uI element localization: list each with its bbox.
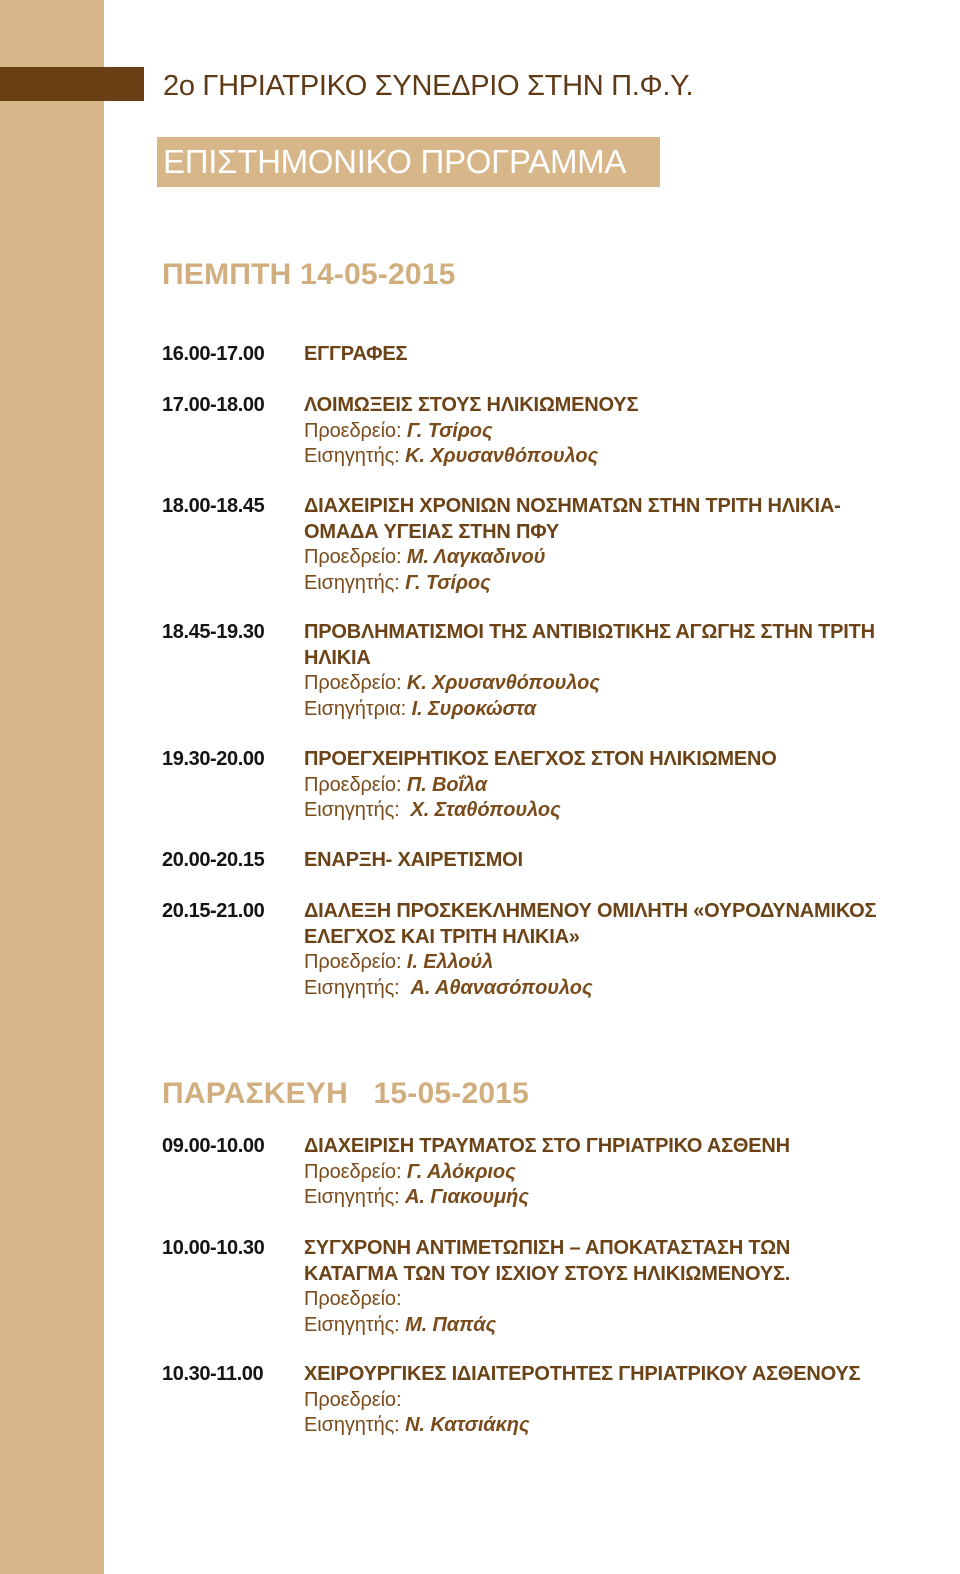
chair-name: Γ. Τσίρος bbox=[406, 419, 493, 442]
session-time: 20.00-20.15 bbox=[162, 849, 265, 871]
speaker-line bbox=[304, 571, 960, 597]
session-title: ΚΑΤΑΓΜΑ ΤΩΝ ΤΟΥ ΙΣΧΙΟΥ ΣΤΟΥΣ ΗΛΙΚΙΩΜΕΝΟΥΣ. bbox=[304, 1262, 791, 1285]
speaker-line bbox=[304, 697, 960, 723]
accent-bar bbox=[0, 67, 144, 101]
speaker-name: Κ. Χρυσανθόπουλος bbox=[405, 445, 599, 467]
session-details bbox=[304, 747, 960, 824]
chair-label: Προεδρείο: bbox=[304, 419, 407, 442]
session-time: 09.00-10.00 bbox=[162, 1135, 265, 1157]
speaker-name: Γ. Τσίρος bbox=[405, 571, 491, 594]
speaker-name: Α. Γιακουμής bbox=[405, 1186, 529, 1208]
chair-label: Προεδρείο: bbox=[304, 773, 407, 796]
program-banner: ΕΠΙΣΤΗΜΟΝΙΚΟ ΠΡΟΓΡΑΜΜΑ bbox=[157, 137, 660, 187]
chair-name: Μ. Λαγκαδινού bbox=[406, 546, 546, 568]
speaker-label: Εισηγητής: bbox=[304, 1414, 406, 1436]
speaker-label: Εισηγητής: bbox=[304, 1186, 406, 1208]
speaker-label: Εισηγήτρια: bbox=[304, 697, 412, 720]
chair-label: Προεδρείο: bbox=[304, 546, 407, 568]
chair-label: Προεδρείο: bbox=[304, 1388, 402, 1411]
session-details bbox=[304, 620, 960, 722]
session-details bbox=[304, 1134, 960, 1211]
chair-name: Κ. Χρυσανθόπουλος bbox=[406, 672, 600, 694]
chair-name: Ι. Ελλούλ bbox=[406, 951, 494, 973]
speaker-name: Ι. Συροκώστα bbox=[411, 697, 537, 720]
session-time: 20.15-21.00 bbox=[162, 900, 265, 922]
chair-name: Π. Βοΐλα bbox=[406, 773, 488, 796]
session-time: 19.30-20.00 bbox=[162, 748, 265, 770]
chair-line bbox=[304, 419, 960, 445]
speaker-label: Εισηγητής: bbox=[304, 1313, 406, 1336]
conference-title: 2ο ΓΗΡΙΑΤΡΙΚΟ ΣΥΝΕΔΡΙΟ ΣΤΗΝ Π.Φ.Υ. bbox=[163, 70, 694, 102]
speaker-line bbox=[304, 1313, 960, 1339]
chair-label: Προεδρείο: bbox=[304, 1160, 407, 1183]
speaker-label: Εισηγητής: bbox=[304, 976, 411, 999]
day-heading-thursday: ΠΕΜΠΤΗ 14-05-2015 bbox=[162, 258, 456, 291]
session-time: 10.30-11.00 bbox=[162, 1363, 264, 1385]
speaker-line bbox=[304, 976, 960, 1002]
session-details bbox=[304, 848, 960, 874]
speaker-name: Χ. Σταθόπουλος bbox=[410, 799, 561, 821]
chair-label: Προεδρείο: bbox=[304, 672, 407, 694]
chair-name: Γ. Αλόκριος bbox=[406, 1160, 516, 1183]
session-details bbox=[304, 494, 960, 596]
session-time: 17.00-18.00 bbox=[162, 394, 265, 416]
chair-line bbox=[304, 1388, 960, 1414]
chair-line bbox=[304, 671, 960, 697]
session-title: ΠΡΟΒΛΗΜΑΤΙΣΜΟΙ ΤΗΣ ΑΝΤΙΒΙΩΤΙΚΗΣ ΑΓΩΓΗΣ ΣΤΗΝ ΤΡΙΤΗ bbox=[304, 621, 875, 643]
session-time: 18.45-19.30 bbox=[162, 621, 265, 643]
speaker-label: Εισηγητής: bbox=[304, 571, 406, 594]
session-title: ΠΡΟΕΓΧΕΙΡΗΤΙΚΟΣ ΕΛΕΓΧΟΣ ΣΤΟΝ ΗΛΙΚΙΩΜΕΝΟ bbox=[304, 748, 777, 770]
session-time: 16.00-17.00 bbox=[162, 343, 265, 365]
speaker-line bbox=[304, 1413, 960, 1439]
session-title: ΔΙΑΛΕΞΗ ΠΡΟΣΚΕΚΛΗΜΕΝΟΥ ΟΜΙΛΗΤΗ «ΟΥΡΟΔΥΝΑΜΙΚΟΣ bbox=[304, 900, 877, 922]
speaker-name: Ν. Κατσιάκης bbox=[405, 1414, 530, 1436]
chair-label: Προεδρείο: bbox=[304, 1288, 402, 1310]
chair-line bbox=[304, 773, 960, 799]
session-title: ΣΥΓΧΡΟΝΗ ΑΝΤΙΜΕΤΩΠΙΣΗ – ΑΠΟΚΑΤΑΣΤΑΣΗ ΤΩΝ bbox=[304, 1237, 791, 1259]
chair-label: Προεδρείο: bbox=[304, 951, 407, 973]
session-title: ΕΓΓΡΑΦΕΣ bbox=[304, 343, 408, 365]
speaker-line bbox=[304, 444, 960, 470]
day-heading-friday: ΠΑΡΑΣΚΕΥΗ 15-05-2015 bbox=[162, 1077, 529, 1110]
session-title: ΗΛΙΚΙΑ bbox=[304, 646, 371, 669]
speaker-label: Εισηγητής: bbox=[304, 799, 411, 821]
sidebar-stripe bbox=[0, 0, 104, 1574]
session-title: ΛΟΙΜΩΞΕΙΣ ΣΤΟΥΣ ΗΛΙΚΙΩΜΕΝΟΥΣ bbox=[304, 394, 639, 416]
speaker-label: Εισηγητής: bbox=[304, 445, 406, 467]
chair-line bbox=[304, 1160, 960, 1186]
session-title: ΟΜΑΔΑ ΥΓΕΙΑΣ ΣΤΗΝ ΠΦΥ bbox=[304, 520, 560, 543]
session-title: ΔΙΑΧΕΙΡΙΣΗ ΤΡΑΥΜΑΤΟΣ ΣΤΟ ΓΗΡΙΑΤΡΙΚΟ ΑΣΘΕΝΗ bbox=[304, 1135, 790, 1157]
chair-line bbox=[304, 950, 960, 976]
session-title: ΕΝΑΡΞΗ- ΧΑΙΡΕΤΙΣΜΟΙ bbox=[304, 849, 523, 871]
session-title: ΔΙΑΧΕΙΡΙΣΗ ΧΡΟΝΙΩΝ ΝΟΣΗΜΑΤΩΝ ΣΤΗΝ ΤΡΙΤΗ ΗΛΙΚΙΑ- bbox=[304, 495, 841, 517]
session-details bbox=[304, 1362, 960, 1439]
speaker-line bbox=[304, 1185, 960, 1211]
session-details bbox=[304, 342, 960, 368]
chair-line bbox=[304, 545, 960, 571]
session-details bbox=[304, 1236, 960, 1338]
session-title: ΧΕΙΡΟΥΡΓΙΚΕΣ ΙΔΙΑΙΤΕΡΟΤΗΤΕΣ ΓΗΡΙΑΤΡΙΚΟΥ ΑΣΘΕΝΟΥΣ bbox=[304, 1363, 861, 1385]
session-details bbox=[304, 899, 960, 1001]
session-time: 10.00-10.30 bbox=[162, 1237, 265, 1259]
speaker-name: Α. Αθανασόπουλος bbox=[410, 976, 593, 999]
session-time: 18.00-18.45 bbox=[162, 495, 265, 517]
session-details bbox=[304, 393, 960, 470]
chair-line bbox=[304, 1287, 960, 1313]
speaker-name: Μ. Παπάς bbox=[405, 1313, 497, 1336]
speaker-line bbox=[304, 798, 960, 824]
session-title: ΕΛΕΓΧΟΣ ΚΑΙ ΤΡΙΤΗ ΗΛΙΚΙΑ» bbox=[304, 925, 580, 948]
